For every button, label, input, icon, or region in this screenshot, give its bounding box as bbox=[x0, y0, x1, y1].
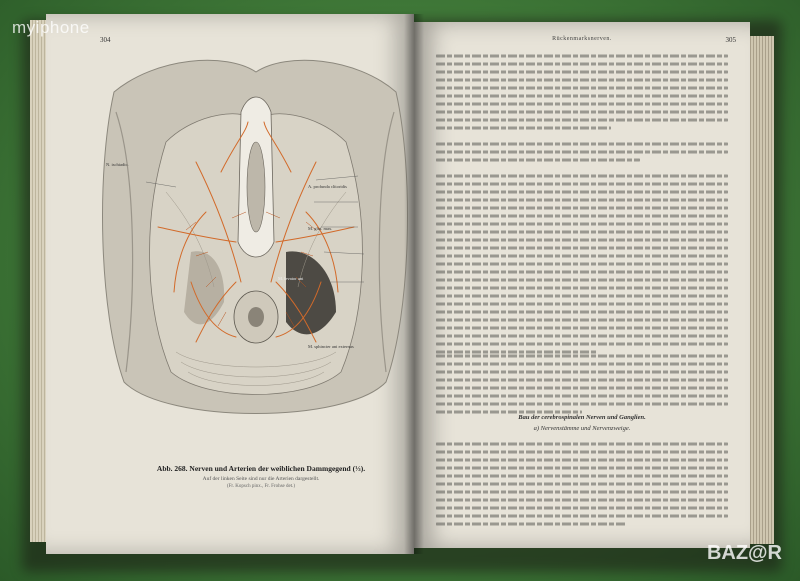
section-title: Bau der cerebrospinalen Nerven und Ganglien. bbox=[518, 414, 646, 421]
body-text-paragraph-2 bbox=[436, 140, 728, 170]
caption-subtitle: Auf der linken Seite sind nur die Arterien dargestellt. bbox=[202, 475, 320, 482]
label-profunda: A. profunda clitoridis bbox=[308, 184, 347, 189]
right-page-edges bbox=[748, 36, 774, 544]
caption-title: Abb. 268. Nerven und Arterien der weiblichen Dammgegend (⅓). bbox=[156, 464, 366, 473]
section-subtitle: a) Nervenstämme und Nervenzweige. bbox=[533, 425, 631, 432]
book-gutter bbox=[404, 14, 424, 554]
body-text-paragraph-1 bbox=[436, 52, 728, 142]
body-text-paragraph-4 bbox=[436, 440, 728, 530]
figure-caption bbox=[116, 464, 406, 490]
right-page bbox=[414, 22, 750, 548]
left-page-number: 304 bbox=[100, 36, 111, 44]
left-page bbox=[46, 14, 414, 554]
label-sphincter: M. sphincter ani externus bbox=[308, 344, 354, 349]
caption-credit: (Fr. Kopsch pinx., Fr. Frohse det.) bbox=[226, 483, 296, 489]
watermark-logo-bottom: BAZ@R bbox=[706, 542, 782, 564]
label-levator: M. levator ani bbox=[278, 276, 304, 281]
running-head: Rückenmarksnerven. bbox=[552, 36, 612, 42]
anatomical-illustration bbox=[96, 52, 414, 432]
label-glutaeus: M. glut. max. bbox=[308, 226, 333, 231]
label-ischiadicus: N. ischiadic. bbox=[106, 162, 129, 167]
right-page-number: 305 bbox=[725, 36, 736, 44]
watermark-logo-top: myiphone bbox=[12, 18, 90, 37]
